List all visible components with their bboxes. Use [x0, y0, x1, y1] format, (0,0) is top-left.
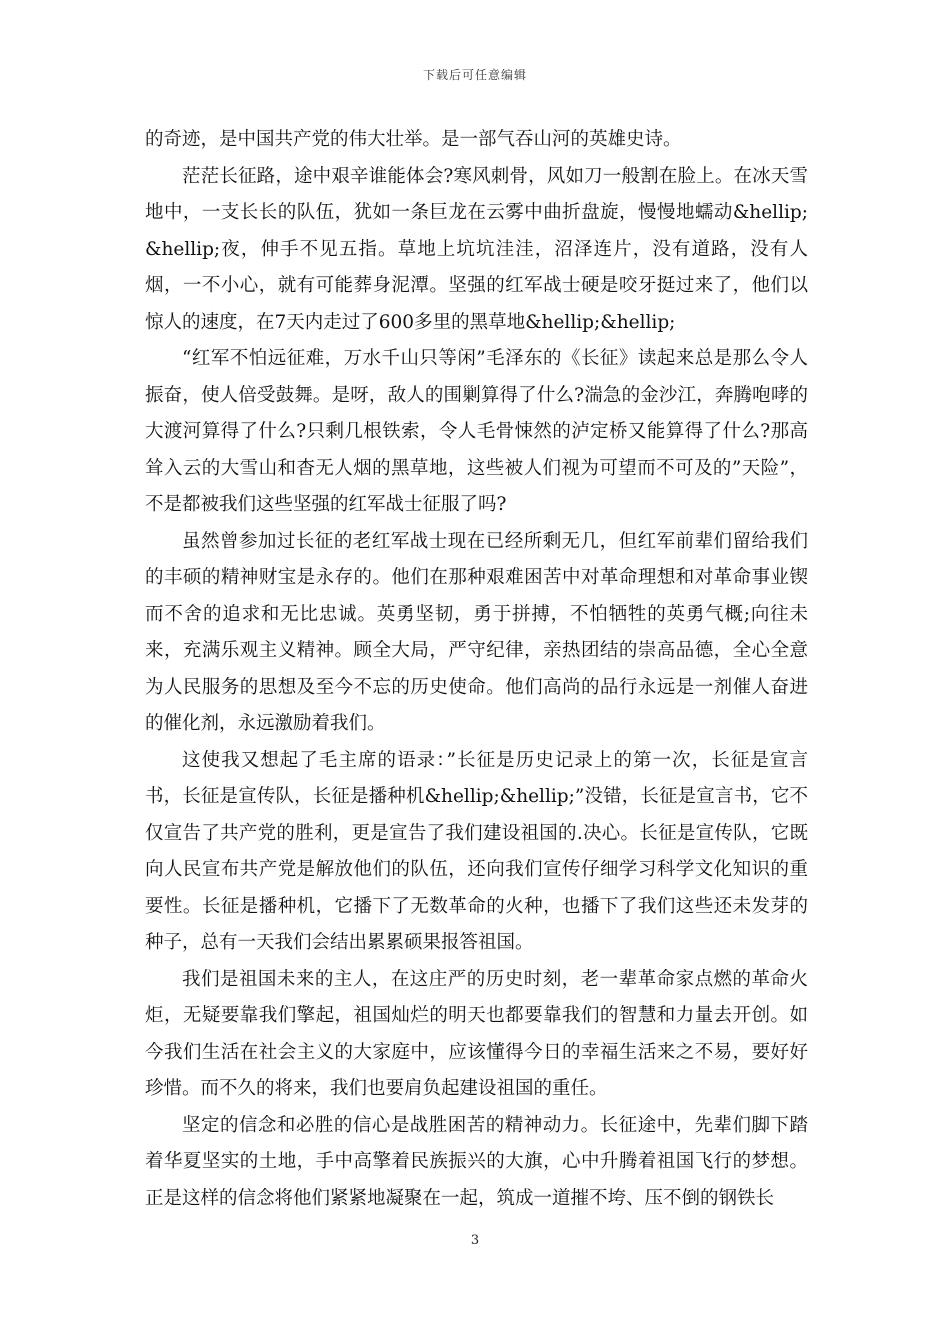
paragraph-2: 茫茫长征路，途中艰辛谁能体会?寒风刺骨，风如刀一般割在脸上。在冰天雪地中，一支长长的队伍，犹如一条巨龙在云雾中曲折盘旋，慢慢地蠕动&hellip;&hellip;夜，伸手不见五指。草地上坑坑洼洼，沼泽连片，没有道路，没有人烟，一不小心，就有可能葬身泥潭。坚强的红军战士硬是咬牙挺过来了，他们以惊人的速度，在7天内走过了600多里的黑草地&hellip;&hellip; [145, 165, 808, 333]
paragraph-4: 虽然曾参加过长征的老红军战士现在已经所剩无几，但红军前辈们留给我们的丰硕的精神财宝是永存的。他们在那种艰难困苦中对革命理想和对革命事业锲而不舍的追求和无比忠诚。英勇坚韧，勇于拼搏，不怕牺牲的英勇气概;向往未来，充满乐观主义精神。顾全大局，严守纪律，亲热团结的崇高品德，全心全意为人民服务的思想及至今不忘的历史使命。他们高尚的品行永远是一剂催人奋进的催化剂，永远激励着我们。 [145, 530, 808, 734]
document-body [145, 122, 808, 1217]
page-header: 下载后可任意编辑 [422, 68, 527, 82]
page-number: 3 [470, 1233, 480, 1248]
paragraph-3: “红军不怕远征难，万水千山只等闲”毛泽东的《长征》读起来总是那么令人振奋，使人倍受鼓舞。是呀，敌人的围剿算得了什么?湍急的金沙江，奔腾咆哮的大渡河算得了什么?只剩几根铁索，令人毛骨悚然的泸定桥又能算得了什么?那高耸入云的大雪山和杳无人烟的黑草地，这些被人们视为可望而不可及的”天险”，不是都被我们这些坚强的红军战士征服了吗? [145, 348, 808, 515]
paragraph-6: 我们是祖国未来的主人，在这庄严的历史时刻，老一辈革命家点燃的革命火炬，无疑要靠我们擎起，祖国灿烂的明天也都要靠我们的智慧和力量去开创。如今我们生活在社会主义的大家庭中，应该懂得今日的幸福生活来之不易，要好好珍惜。而不久的将来，我们也要肩负起建设祖国的重任。 [145, 968, 808, 1099]
paragraph-1: 的奇迹，是中国共产党的伟大壮举。是一部气吞山河的英雄史诗。 [145, 129, 682, 150]
paragraph-5: 这使我又想起了毛主席的语录：”长征是历史记录上的第一次，长征是宣言书，长征是宣传队，长征是播种机&hellip;&hellip;”没错，长征是宣言书，它不仅宣告了共产党的胜利，更是宣告了我们建设祖国的.决心。长征是宣传队，它既向人民宣布共产党是解放他们的队伍，还向我们宣传仔细学习科学文化知识的重要性。长征是播种机，它播下了无数革命的火种，也播下了我们这些还未发芽的种子，总有一天我们会结出累累硕果报答祖国。 [145, 749, 808, 953]
paragraph-7: 坚定的信念和必胜的信心是战胜困苦的精神动力。长征途中，先辈们脚下踏着华夏坚实的土地，手中高擎着民族振兴的大旗，心中升腾着祖国飞行的梦想。正是这样的信念将他们紧紧地凝聚在一起，筑成一道摧不垮、压不倒的钢铁长 [145, 1114, 808, 1209]
